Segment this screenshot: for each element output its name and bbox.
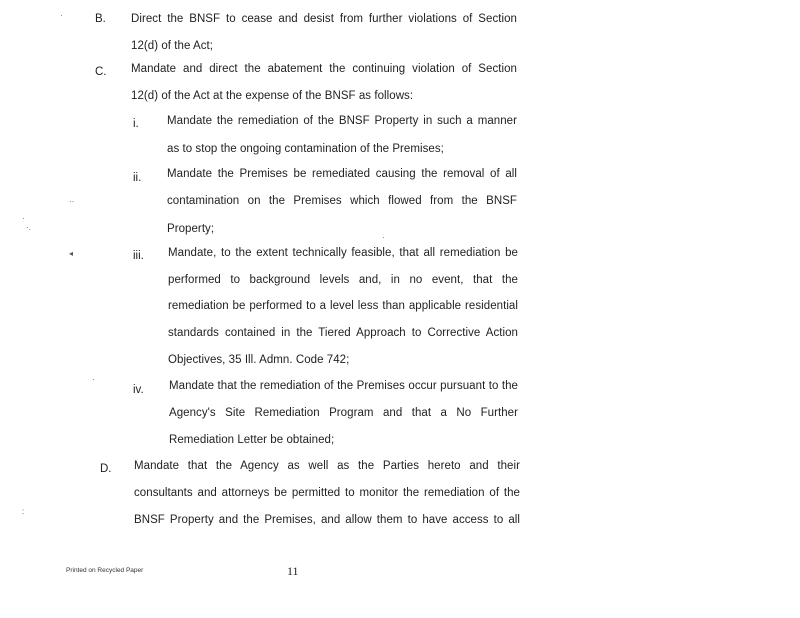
scan-speck: ·: [382, 233, 385, 242]
scan-speck: ◂: [69, 249, 74, 258]
item-i-line-1: Mandate the remediation of the BNSF Property in such a manner: [167, 115, 517, 127]
item-marker-iii: iii.: [133, 250, 144, 262]
item-marker-c: C.: [95, 66, 107, 78]
item-iii-line-2: performed to background levels and, in no event, that the: [168, 274, 518, 286]
item-d-line-3: BNSF Property and the Premises, and allow them to have access to all: [134, 514, 520, 526]
item-i-line-2: as to stop the ongoing contamination of the Premises;: [167, 143, 444, 155]
item-marker-ii: ii.: [133, 172, 142, 184]
item-ii-line-1: Mandate the Premises be remediated causing the removal of all: [167, 168, 517, 180]
scan-speck: :: [22, 507, 25, 516]
item-ii-line-2: contamination on the Premises which flowed from the BNSF: [167, 195, 517, 207]
item-marker-d: D.: [100, 463, 112, 475]
item-c-line-2: 12(d) of the Act at the expense of the BNSF as follows:: [131, 90, 414, 102]
item-marker-i: i.: [133, 118, 139, 130]
item-ii-line-3: Property;: [167, 223, 215, 235]
item-iv-line-2: Agency's Site Remediation Program and that a No Further: [169, 407, 518, 419]
scan-speck: ·: [22, 214, 25, 223]
scan-speck: ·: [92, 375, 95, 384]
item-iv-line-1: Mandate that the remediation of the Premises occur pursuant to the: [169, 380, 518, 392]
item-marker-b: B.: [95, 13, 106, 25]
item-iii-line-4: standards contained in the Tiered Approach to Corrective Action: [168, 327, 518, 339]
item-b-line-2: 12(d) of the Act;: [131, 40, 214, 52]
item-iii-line-1: Mandate, to the extent technically feasible, that all remediation be: [168, 247, 518, 259]
item-d-line-1: Mandate that the Agency as well as the Parties hereto and their: [134, 460, 520, 472]
item-d-line-2: consultants and attorneys be permitted to monitor the remediation of the: [134, 487, 520, 499]
scan-speck: ·.: [26, 223, 31, 232]
printed-on-recycled-paper-note: Printed on Recycled Paper: [66, 567, 144, 574]
item-c-line-1: Mandate and direct the abatement the continuing violation of Section: [131, 63, 517, 75]
item-marker-iv: iv.: [133, 384, 144, 396]
item-iii-line-5: Objectives, 35 Ill. Admn. Code 742;: [168, 354, 350, 366]
scan-speck: ·: [60, 11, 63, 20]
item-iii-line-3: remediation be performed to a level less than applicable residential: [168, 300, 518, 312]
page-number: 11: [287, 564, 299, 578]
item-b-line-1: Direct the BNSF to cease and desist from further violations of Section: [131, 13, 517, 25]
scan-speck: ··: [69, 197, 75, 206]
item-iv-line-3: Remediation Letter be obtained;: [169, 434, 335, 446]
